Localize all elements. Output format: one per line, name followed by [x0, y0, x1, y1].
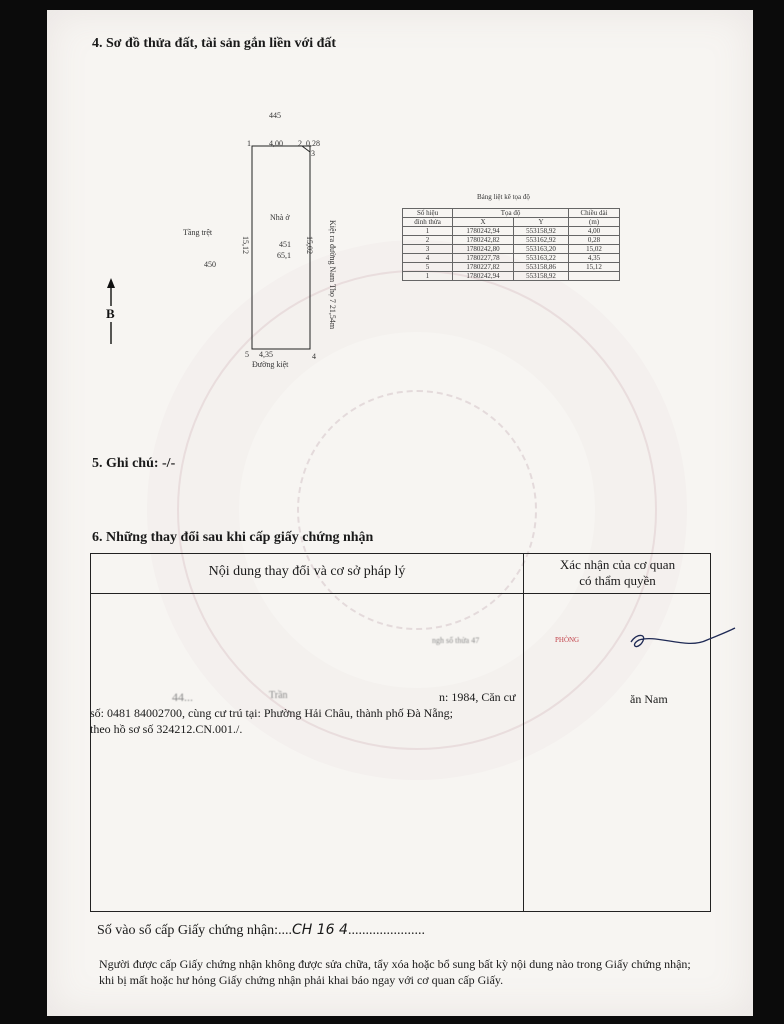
coord-table-caption: Bảng liệt kê tọa độ	[477, 193, 530, 201]
footer-note: Người được cấp Giấy chứng nhận không được sửa chữa, tẩy xóa hoặc bổ sung bất kỳ nội dung nào trong Giấy chứng nhận; khi bị mất hoặc hư hỏng Giấy chứng nhận phải khai báo ngay với cơ quan cấp Giấy.	[99, 957, 691, 987]
registration-label: Số vào sổ cấp Giấy chứng nhận:	[97, 923, 278, 938]
coord-cell: 15,02	[569, 245, 620, 254]
coord-cell: 1780227,78	[453, 254, 514, 263]
entry-fragment-c: n: 1984, Căn cư	[439, 690, 516, 704]
signature-icon	[627, 620, 737, 670]
parcel-number: 451	[279, 240, 291, 249]
coord-cell: 0,28	[569, 236, 620, 245]
coord-cell: 1780242,94	[453, 227, 514, 236]
coord-cell: 1	[403, 272, 453, 281]
section-6-heading: 6. Những thay đổi sau khi cấp giấy chứng nhận	[92, 530, 374, 545]
coord-cell: 4,35	[569, 254, 620, 263]
section-5-heading: 5. Ghi chú: -/-	[92, 456, 176, 471]
top-neighbor-label: 445	[269, 111, 281, 120]
vertex-1: 1	[247, 139, 251, 148]
vertex-2: 2	[298, 139, 302, 148]
coord-header-point: Số hiệu	[403, 209, 453, 218]
entry-fragment-parcel: ngh số thửa 47	[432, 636, 480, 645]
coord-header-length-unit: (m)	[569, 218, 620, 227]
right-edge-length: 15,02	[305, 236, 314, 254]
coord-cell: 553158,86	[513, 263, 568, 272]
confirm-header-line-1: Xác nhận của cơ quan	[559, 557, 676, 572]
table-row	[403, 254, 620, 263]
coord-cell: 5	[403, 263, 453, 272]
registration-number: Số vào sổ cấp Giấy chứng nhận:....CH 16 4......................	[97, 922, 425, 938]
coord-cell: 1780242,82	[453, 236, 514, 245]
registration-value: CH 16 4	[292, 922, 348, 938]
entry-line-3: theo hồ sơ số 324212.CN.001./.	[90, 722, 243, 736]
left-neighbor-label: 450	[204, 260, 216, 269]
coord-cell: 3	[403, 245, 453, 254]
certificate-page	[47, 10, 753, 1016]
coord-header-x: X	[453, 218, 514, 227]
coord-cell: 4	[403, 254, 453, 263]
changes-header-content: Nội dung thay đổi và cơ sở pháp lý	[208, 564, 406, 579]
coord-cell: 553163,22	[513, 254, 568, 263]
coord-cell: 553158,92	[513, 227, 568, 236]
entry-fragment-d: ăn Nam	[630, 692, 668, 706]
bottom-edge-length: 4,35	[259, 350, 273, 359]
coord-cell: 4,00	[569, 227, 620, 236]
coord-cell: 553163,20	[513, 245, 568, 254]
section-4-heading: 4. Sơ đồ thửa đất, tài sản gắn liền với đất	[92, 36, 337, 51]
coord-cell: 1780227,82	[453, 263, 514, 272]
coord-cell: 1780242,80	[453, 245, 514, 254]
vertex-3: 3	[311, 149, 315, 158]
coord-header-coord: Tọa độ	[453, 209, 569, 218]
coord-cell: 15,12	[569, 263, 620, 272]
coord-cell: 1	[403, 227, 453, 236]
coord-cell	[569, 272, 620, 281]
coord-cell: 2	[403, 236, 453, 245]
coord-cell: 1780242,94	[453, 272, 514, 281]
top-short-length: 0,28	[306, 139, 320, 148]
confirm-header-line-2: có thẩm quyền	[579, 573, 656, 588]
north-letter: B	[106, 306, 115, 321]
vertex-4: 4	[312, 352, 316, 361]
bottom-road-label: Đường kiệt	[252, 360, 289, 369]
table-row	[403, 272, 620, 281]
changes-header-confirm	[523, 557, 712, 589]
coord-header-y: Y	[513, 218, 568, 227]
left-edge-length: 15,12	[241, 236, 250, 254]
right-road-label: Kiệt ra đường Nam Thọ 7 21,54m	[328, 220, 337, 330]
coord-header-point-2: đỉnh thửa	[403, 218, 453, 227]
entry-line-2: số: 0481 84002700, cùng cư trú tại: Phường Hải Châu, thành phố Đà Nẵng;	[90, 706, 453, 720]
table-row	[403, 263, 620, 272]
coord-header-length: Chiều dài	[569, 209, 620, 218]
column-divider	[523, 554, 524, 911]
top-edge-length: 4,00	[269, 139, 283, 148]
entry-fragment-a: 44...	[172, 690, 193, 704]
left-floor-label: Tầng trệt	[183, 228, 213, 237]
table-row	[403, 227, 620, 236]
stamp-fragment: PHÒNG	[555, 636, 580, 644]
table-row	[403, 245, 620, 254]
vertex-5: 5	[245, 350, 249, 359]
coord-cell: 553162,92	[513, 236, 568, 245]
table-row	[403, 236, 620, 245]
coordinate-table	[402, 208, 620, 281]
house-label: Nhà ở	[270, 213, 290, 222]
entry-fragment-b: Trần	[269, 690, 288, 701]
coord-cell: 553158,92	[513, 272, 568, 281]
header-divider	[91, 593, 710, 594]
parcel-area: 65,1	[277, 251, 291, 260]
